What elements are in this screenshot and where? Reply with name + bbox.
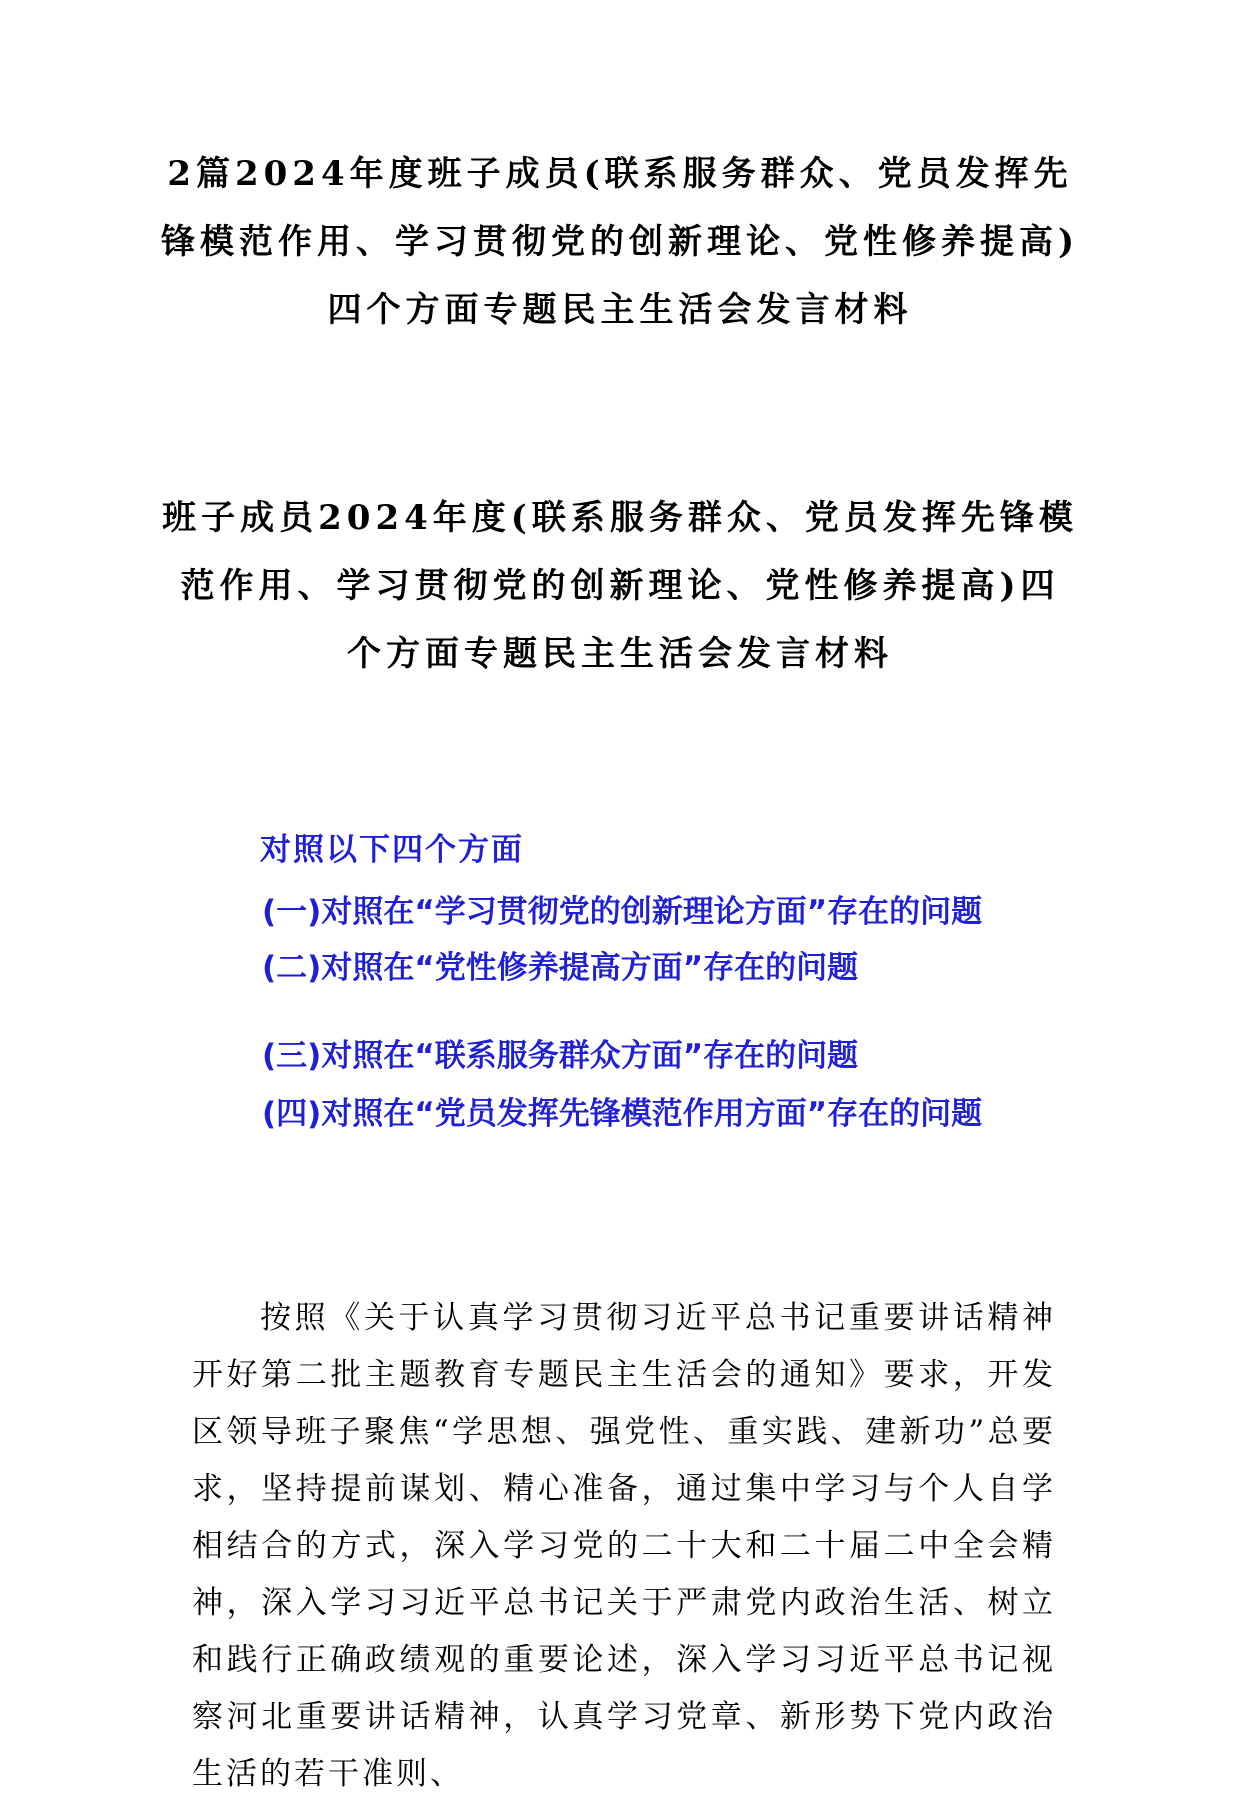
title-line: 班子成员2024年度(联系服务群众、党员发挥先锋模	[162, 498, 1078, 538]
title-line: 范作用、学习贯彻党的创新理论、党性修养提高)四	[180, 566, 1060, 606]
aspect-item: (一)对照在“学习贯彻党的创新理论方面”存在的问题	[262, 894, 983, 930]
title-line: 个方面专题民主生活会发言材料	[347, 634, 893, 674]
aspect-item: (三)对照在“联系服务群众方面”存在的问题	[262, 1038, 859, 1074]
aspect-item: (四)对照在“党员发挥先锋模范作用方面”存在的问题	[262, 1096, 983, 1132]
document-title-primary	[150, 140, 1090, 344]
aspects-heading: 对照以下四个方面	[260, 832, 524, 868]
body-paragraph: 按照《关于认真学习贯彻习近平总书记重要讲话精神开好第二批主题教育专题民主生活会的通知》要求，开发区领导班子聚焦“学思想、强党性、重实践、建新功”总要求，坚持提前谋划、精心准备，通过集中学习与个人自学相结合的方式，深入学习党的二十大和二十届二中全会精神，深入学习习近平总书记关于严肃党内政治生活、树立和践行正确政绩观的重要论述，深入学习习近平总书记视察河北重要讲话精神，认真学习党章、新形势下党内政治生活的若干准则、	[192, 1300, 1056, 1792]
document-title-secondary	[150, 484, 1090, 688]
title-line: 2篇2024年度班子成员(联系服务群众、党员发挥先	[167, 154, 1073, 194]
title-line: 锋模范作用、学习贯彻党的创新理论、党性修养提高)	[160, 222, 1080, 262]
title-line: 四个方面专题民主生活会发言材料	[327, 290, 913, 330]
aspect-item: (二)对照在“党性修养提高方面”存在的问题	[262, 950, 859, 986]
